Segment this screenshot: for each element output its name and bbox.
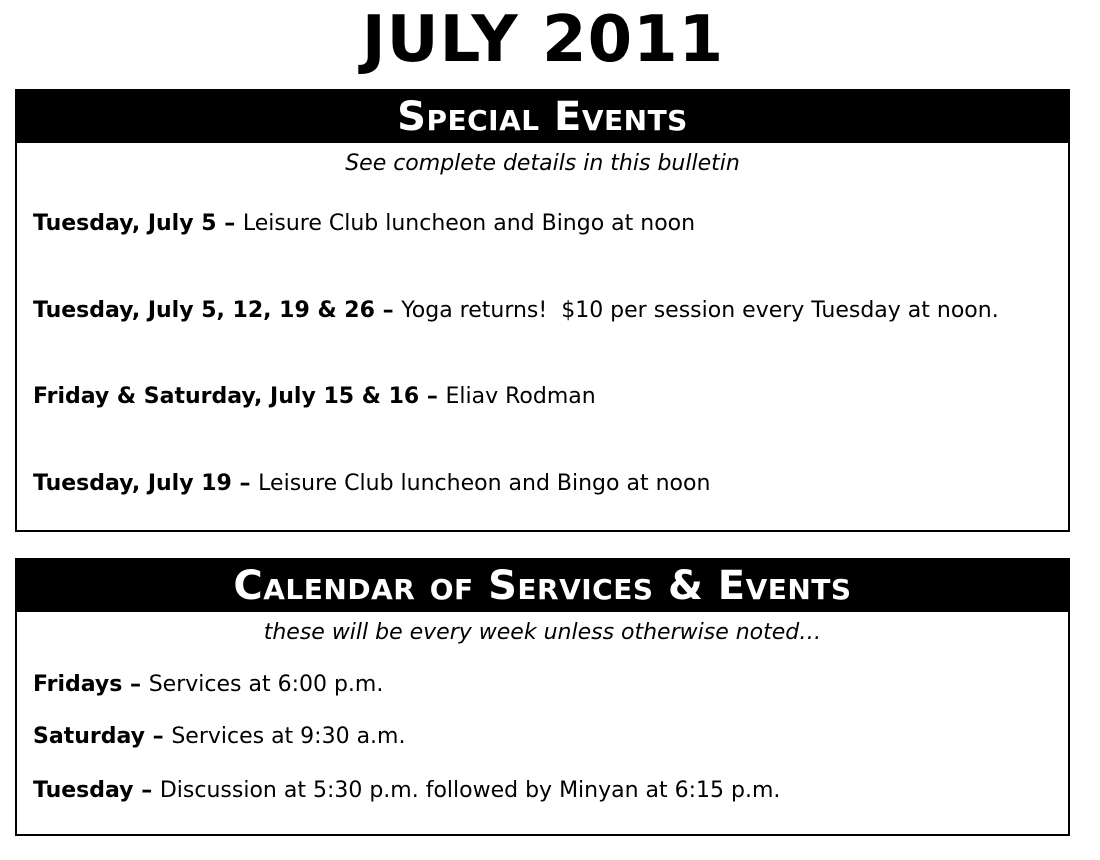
- special-event-item: [17, 469, 1068, 499]
- calendar-item: [17, 670, 1068, 700]
- calendar-item: [17, 722, 1068, 752]
- special-event-item: [17, 296, 1068, 326]
- calendar-description: Discussion at 5:30 p.m. followed by Minyan at 6:15 p.m.: [159, 778, 781, 803]
- calendar-separator: –: [133, 778, 160, 803]
- calendar-day: [33, 672, 149, 697]
- event-date: [33, 298, 401, 323]
- calendar-heading: Calendar of Services & Events: [17, 560, 1068, 612]
- special-events-section: [15, 89, 1070, 532]
- calendar-day: [33, 778, 160, 803]
- calendar-separator: –: [122, 672, 149, 697]
- event-separator: –: [419, 384, 446, 409]
- event-separator: –: [216, 211, 243, 236]
- event-description: Leisure Club luncheon and Bingo at noon: [242, 211, 696, 236]
- calendar-item: [17, 776, 1068, 806]
- event-separator: –: [231, 471, 259, 496]
- calendar-separator: –: [144, 724, 172, 749]
- calendar-description: Services at 6:00 p.m.: [148, 672, 384, 697]
- event-date: [33, 211, 243, 236]
- event-date: [33, 471, 258, 496]
- event-description: Leisure Club luncheon and Bingo at noon: [258, 471, 711, 496]
- event-date-text: Tuesday, July 19: [33, 471, 232, 496]
- calendar-day-text: Tuesday: [33, 778, 134, 803]
- event-description: Yoga returns! $10 per session every Tuesday at noon.: [401, 298, 999, 323]
- calendar-section: [15, 558, 1070, 836]
- event-separator: –: [374, 298, 402, 323]
- calendar-day-text: Fridays: [33, 672, 123, 697]
- special-event-item: [17, 209, 1068, 239]
- special-events-subtitle: See complete details in this bulletin: [345, 151, 740, 176]
- page-title: JULY 2011: [361, 3, 725, 77]
- calendar-day-text: Saturday: [33, 724, 145, 749]
- calendar-subtitle: these will be every week unless otherwise noted…: [263, 620, 822, 645]
- special-event-item: [17, 382, 1068, 412]
- event-date-text: Tuesday, July 5, 12, 19 & 26: [33, 298, 375, 323]
- event-date: [33, 384, 446, 409]
- event-description: Eliav Rodman: [445, 384, 596, 409]
- calendar-description: Services at 9:30 a.m.: [171, 724, 406, 749]
- event-date-text: Friday & Saturday, July 15 & 16: [33, 384, 420, 409]
- event-date-text: Tuesday, July 5: [33, 211, 217, 236]
- special-events-heading: Special Events: [17, 91, 1068, 143]
- calendar-day: [33, 724, 171, 749]
